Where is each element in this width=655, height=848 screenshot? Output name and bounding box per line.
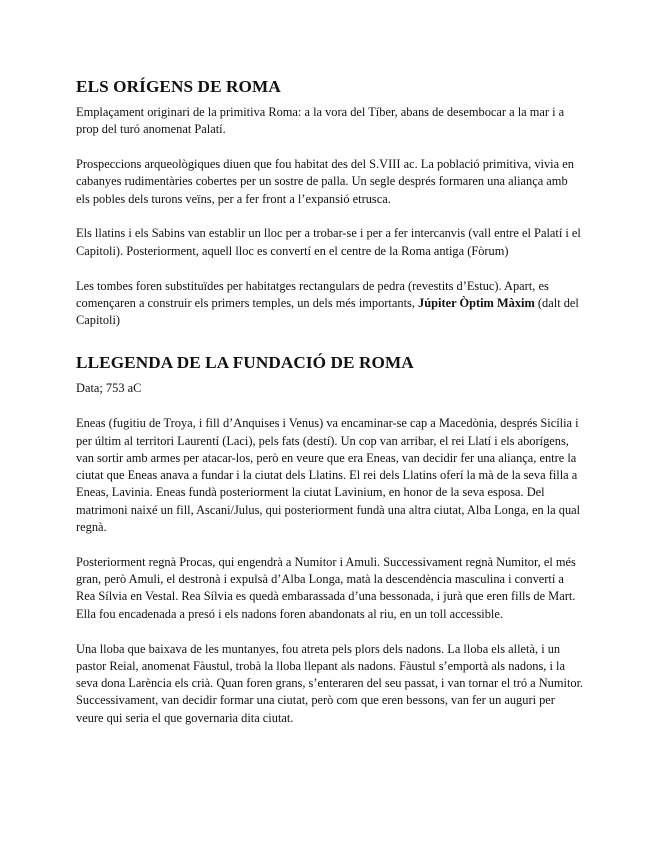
paragraph-latins-sabines: Els llatins i els Sabins van establir un lloc per a trobar-se i per a fer intercanvis (vall entre el Palatí i el Capitoli). Posteriorment, aquell lloc es convertí en el centre de la Roma antiga (Fòrum) <box>76 226 581 258</box>
document-page <box>76 76 584 745</box>
paragraph-lloba: Una lloba que baixava de les muntanyes, fou atreta pels plors dels nadons. La lloba els alletà, i un pastor Reial, anomenat Fàustul, trobà la lloba llepant als nadons. Fàustul s’emportà als nadons, i la seva dona Larència els crià. Quan foren grans, s’enteraren del seu passat, i van tornar el tró a Numitor. Successivament, van decidir formar una ciutat, però com que eren bessons, van fer un auguri per veure qui seria el que governaria dita ciutat. <box>76 641 584 725</box>
legend-date: Data; 753 aC <box>76 381 142 396</box>
paragraph-procas: Posteriorment regnà Procas, qui engendrà a Numitor i Amuli. Successivament regnà Numitor, el més gran, però Amuli, el destronà i expulsà d’Alba Longa, matà la descendència masculina i convertí a Rea Sílvia en Vestal. Rea Sílvia es quedà embarassada d’una bessonada, i jurà que eren fills de Mart. Ella fou encadenada a presó i els nadons foren abandonats al riu, en un toll accessible. <box>76 554 576 621</box>
text-tombs: Les tombes foren substituïdes per habitatges rectangulars de pedra (revestits d’Estuc). Apart, es començaren a construir els primers temples, un dels més importants, <box>76 278 549 310</box>
section-title-legend: LLEGENDA DE LA FUNDACIÓ DE ROMA <box>76 353 414 373</box>
paragraph-archaeology: Prospeccions arqueològiques diuen que fou habitat des del S.VIII ac. La població primitiva, vivia en cabanyes rudimentàries cobertes per un sostre de palla. Un segle després formaren una aliança amb els pobles dels turons veïns, per a fer front a l’expansió etrusca. <box>76 157 574 206</box>
section-origins <box>76 76 584 329</box>
text-capitoli: (dalt del Capitoli) <box>76 295 579 328</box>
section-title-origins: ELS ORÍGENS DE ROMA <box>76 77 281 96</box>
paragraph-location: Emplaçament originari de la primitiva Roma: a la vora del Tíber, abans de desembocar a la mar i a prop del turó anomenat Palatí. <box>76 105 565 137</box>
text-jupiter-bold: Júpiter Òptim Màxim <box>418 295 535 310</box>
paragraph-eneas: Eneas (fugitiu de Troya, i fill d’Anquises i Venus) va encaminar-se cap a Macedònia, després Sicília i per últim al territori Laurentí (Laci), pels fats (destí). Un cop van arribar, el rei Llatí i els aborígens, van sortir amb armes per atacar-los, però en veure que era Eneas, van decidir fer una aliança, entre la ciutat que Eneas anava a fundar i la ciutat dels Llatins. El rei dels Llatins oferí la mà de la seva filla a Eneas, Lavinia. Eneas fundà posteriorment la ciutat Lavinium, en honor de la seva esposa. Del matrimoni naixé un fill, Ascani/Julus, qui posteriorment fundà una altra ciutat, Alba Longa, en la qual regnà. <box>76 416 581 535</box>
section-legend <box>76 352 584 727</box>
paragraph-tombs-temples <box>76 278 584 330</box>
